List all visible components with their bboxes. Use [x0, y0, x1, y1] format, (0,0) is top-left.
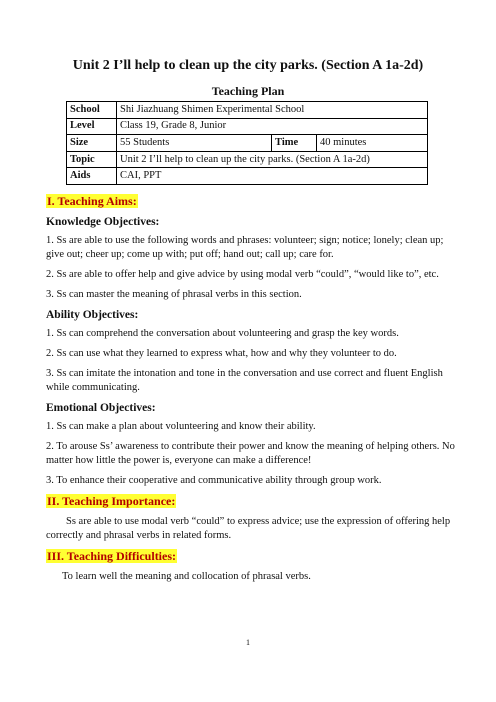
- table-row: [67, 118, 428, 135]
- knowledge-objective-3: 3. Ss can master the meaning of phrasal verbs in this section.: [46, 289, 302, 300]
- emotional-objective-1: 1. Ss can make a plan about volunteering and know their ability.: [46, 421, 316, 432]
- level-label: Level: [67, 118, 117, 135]
- table-row: [67, 151, 428, 168]
- teaching-difficulties-heading: III. Teaching Difficulties:: [47, 549, 177, 563]
- school-label: School: [67, 102, 117, 119]
- topic-label: Topic: [67, 151, 117, 168]
- table-row: [67, 168, 428, 185]
- ability-objective-2: 2. Ss can use what they learned to express what, how and why they volunteer to do.: [46, 348, 397, 359]
- teaching-importance-heading: II. Teaching Importance:: [47, 494, 176, 508]
- table-row: [67, 102, 428, 119]
- info-table: [66, 101, 428, 185]
- time-label: Time: [272, 135, 317, 152]
- ability-objectives-heading: Ability Objectives:: [46, 309, 139, 321]
- size-label: Size: [67, 135, 117, 152]
- knowledge-objectives-heading: Knowledge Objectives:: [46, 216, 160, 228]
- knowledge-objective-1: 1. Ss are able to use the following words and phrases: volunteer; sign; notice; lonely; clean up; give out; cheer up; come up with; put off; hand out; call up; care for.: [46, 235, 444, 260]
- school-value: Shi Jiazhuang Shimen Experimental School: [117, 102, 428, 119]
- table-row: [67, 135, 428, 152]
- emotional-objective-2: 2. To arouse Ss’ awareness to contribute their power and know the meaning of helping others. No matter how little the power is, everyone can make a difference!: [46, 441, 455, 466]
- aids-value: CAI, PPT: [117, 168, 428, 185]
- ability-objective-3: 3. Ss can imitate the intonation and tone in the conversation and use correct and fluent English while communicating.: [46, 368, 443, 393]
- knowledge-objective-2: 2. Ss are able to offer help and give advice by using modal verb “could”, “would like to”, etc.: [46, 269, 439, 280]
- emotional-objectives-heading: Emotional Objectives:: [46, 402, 156, 414]
- emotional-objective-3: 3. To enhance their cooperative and communicative ability through group work.: [46, 475, 382, 486]
- document-title: Unit 2 I’ll help to clean up the city parks. (Section A 1a-2d): [72, 58, 424, 73]
- page-number: 1: [246, 638, 250, 647]
- level-value: Class 19, Grade 8, Junior: [117, 118, 428, 135]
- time-value: 40 minutes: [317, 135, 428, 152]
- size-value: 55 Students: [117, 135, 272, 152]
- topic-value: Unit 2 I’ll help to clean up the city parks. (Section A 1a-2d): [117, 151, 428, 168]
- document-subtitle: Teaching Plan: [211, 84, 285, 98]
- document-body: [46, 194, 456, 584]
- teaching-difficulties-text: To learn well the meaning and collocation of phrasal verbs.: [62, 571, 311, 582]
- teaching-aims-heading: I. Teaching Aims:: [47, 194, 137, 208]
- ability-objective-1: 1. Ss can comprehend the conversation about volunteering and grasp the key words.: [46, 328, 399, 339]
- teaching-importance-text: Ss are able to use modal verb “could” to express advice; use the expression of offering help correctly and phrasal verbs in related forms.: [46, 516, 451, 541]
- aids-label: Aids: [67, 168, 117, 185]
